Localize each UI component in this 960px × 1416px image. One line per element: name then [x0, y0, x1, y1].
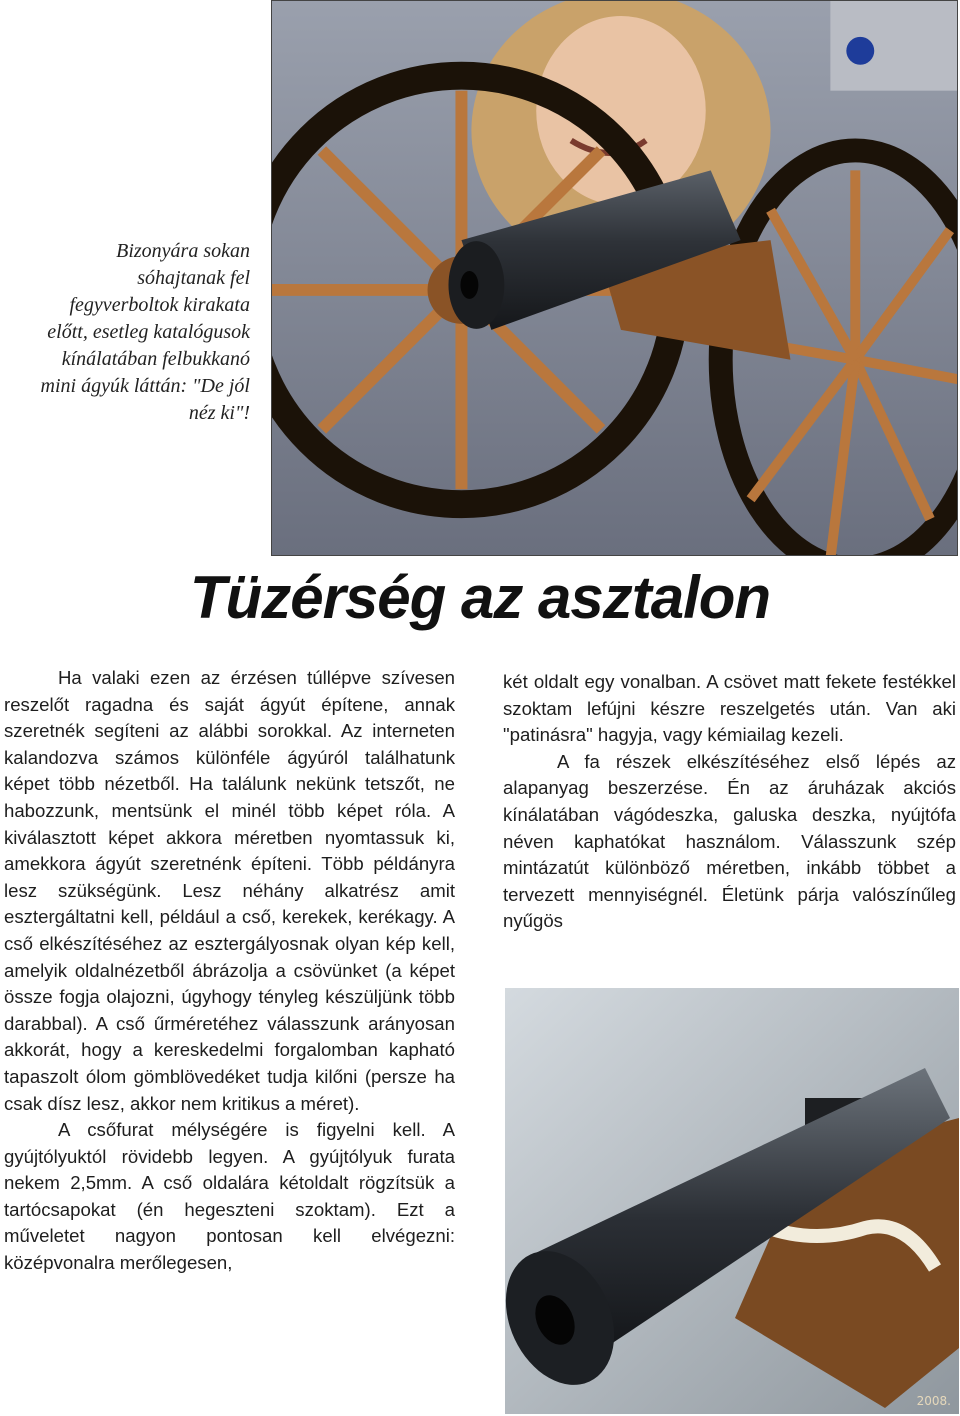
left-paragraph-1: Ha valaki ezen az érzésen túllépve szívesen reszelőt ragadna és saját ágyút építene, annak szeretnék segíteni az alábbi sorokkal. Az interneten kalandozva számos különféle ágyúról találhatunk képet több nézetből. Ha találunk nekünk tetszőt, ne habozzunk, mentsünk el minél több képet róla. A kiválasztott képet akkora méretben nyomtassuk ki, amekkora ágyút szeretnénk építeni. Több példányra lesz szükségünk. Lesz néhány alkatrész amit esztergáltatni kell, például a cső, kerekek, kerékagy. A cső elkészítéséhez az esztergályosnak olyan kép kell, amelyik oldalnézetből ábrázolja a csövünket (a képet össze fogja olajozni, úgyhogy tényleg készüljünk több darabbal). A cső űrméretéhez válasszunk arányosan akkorát, hogy a kereskedelmi forgalomban kapható tapaszolt ólom gömblövedéket tudja kilőni (persze ha csak dísz lesz, akkor nem kritikus a méret).	[4, 667, 455, 1114]
intro-quote: Bizonyára sokan sóhajtanak fel fegyverboltok kirakata előtt, esetleg katalógusok kínálatában felbukkanó mini ágyúk láttán: "De jól néz ki"!	[40, 240, 250, 424]
left-column	[4, 665, 455, 1277]
left-paragraph-2: A csőfurat mélységére is figyelni kell. A gyújtólyuktól rövidebb legyen. A gyújtólyuk furata nekem 2,5mm. A cső oldalára kétoldalt rögzítsük a tartócsapokat (én hegeszteni szoktam). Ezt a műveletet nagyon pontosan kell elvégezni: középvonalra merőlegesen,	[4, 1119, 455, 1274]
photo-girl-with-cannon	[271, 0, 958, 556]
photo-cannon-barrel	[505, 988, 959, 1414]
right-paragraph-1: két oldalt egy vonalban. A csövet matt fekete festékkel szoktam lefújni készre reszelgetés után. Van aki "patinásra" hagyja, vagy kémiailag kezeli.	[503, 671, 956, 746]
cannon-barrel-illustration	[505, 988, 959, 1414]
photo-date-stamp: 2008.	[916, 1394, 951, 1408]
right-column	[503, 669, 956, 935]
right-paragraph-2: A fa részek elkészítéséhez első lépés az alapanyag beszerzése. Én az áruházak akciós kínálatában vágódeszka, galuska deszka, nyújtófa néven kaphatókat használom. Válasszunk szép mintázatút különböző méretben, inkább többet a tervezett mennyiségnél. Életünk párja valószínűleg nyűgös	[503, 750, 956, 932]
article-title: Tüzérség az asztalon	[189, 564, 771, 631]
cannon-photo-illustration	[272, 1, 957, 555]
